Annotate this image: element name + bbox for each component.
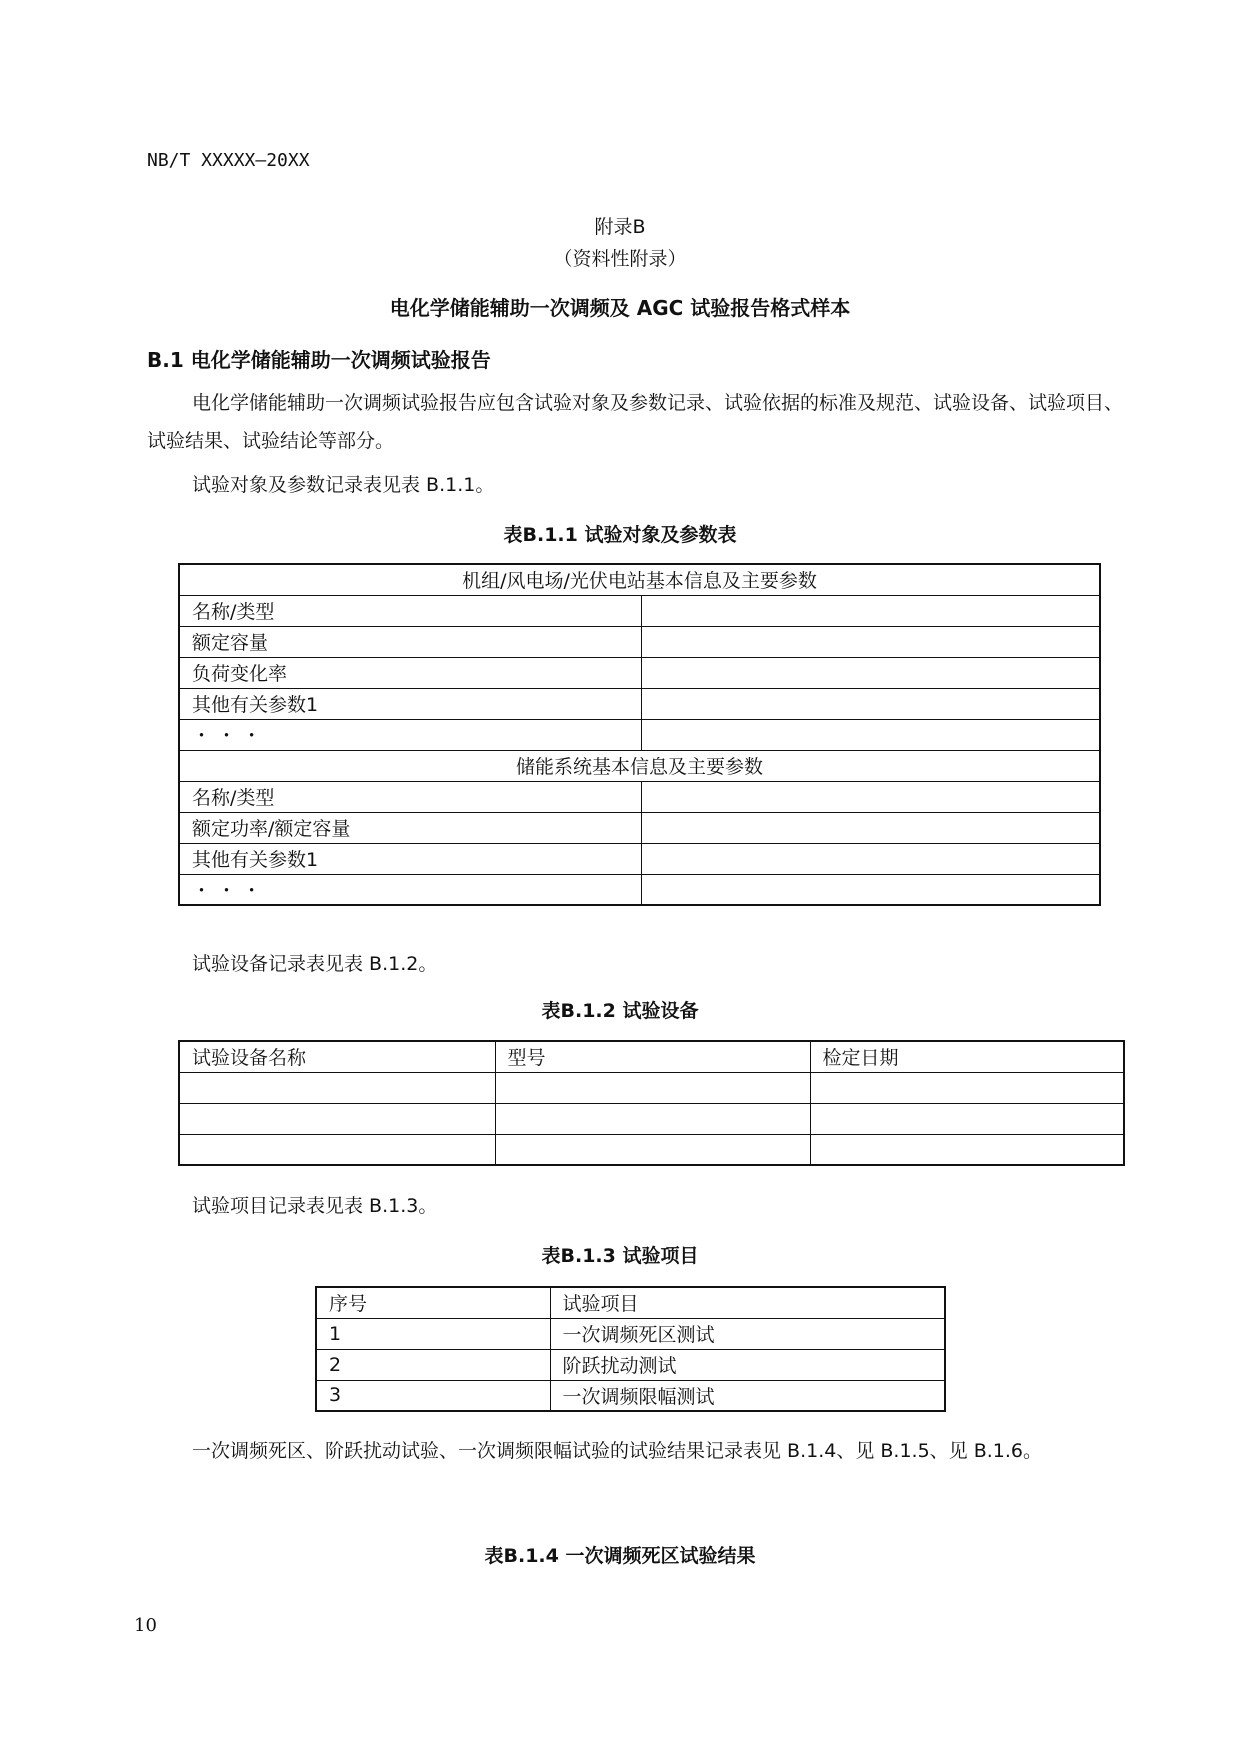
table-b13-item: 一次调频限幅测试 bbox=[550, 1380, 945, 1411]
table-b11-value bbox=[641, 688, 1100, 719]
table-b13-index: 3 bbox=[316, 1380, 550, 1411]
table-b12-header: 检定日期 bbox=[810, 1041, 1124, 1072]
table-b11-label: 其他有关参数1 bbox=[179, 843, 641, 874]
ref-table-b13: 试验项目记录表见表 B.1.3。 bbox=[192, 1195, 438, 1217]
table-b11-label: ・ ・ ・ bbox=[179, 719, 641, 750]
table-b11-label: 名称/类型 bbox=[179, 595, 641, 626]
table-b11-value bbox=[641, 812, 1100, 843]
table-b11-label: 额定功率/额定容量 bbox=[179, 812, 641, 843]
ref-table-b12: 试验设备记录表见表 B.1.2。 bbox=[192, 953, 438, 975]
table-b11-value bbox=[641, 595, 1100, 626]
table-b13-header: 试验项目 bbox=[550, 1287, 945, 1318]
table-b12-cell bbox=[810, 1072, 1124, 1103]
section-heading: B.1 电化学储能辅助一次调频试验报告 bbox=[147, 348, 491, 372]
table-b11-value bbox=[641, 781, 1100, 812]
table-b11-value bbox=[641, 657, 1100, 688]
table-b12-cell bbox=[495, 1072, 810, 1103]
table-b12-cell bbox=[495, 1103, 810, 1134]
table-b11-label: 负荷变化率 bbox=[179, 657, 641, 688]
page-number: 10 bbox=[134, 1615, 157, 1636]
table-b11-value bbox=[641, 874, 1100, 905]
table-b12-cell bbox=[179, 1134, 495, 1165]
table-b12 bbox=[178, 1040, 1125, 1166]
intro-paragraph: 电化学储能辅助一次调频试验报告应包含试验对象及参数记录、试验依据的标准及规范、试验设备、试验项目、试验结果、试验结论等部分。 bbox=[147, 392, 1124, 452]
table-b12-cell bbox=[495, 1134, 810, 1165]
ref-table-b14: 一次调频死区、阶跃扰动试验、一次调频限幅试验的试验结果记录表见 B.1.4、见 B.1.5、见 B.1.6。 bbox=[192, 1440, 1042, 1462]
table-b13-caption: 表B.1.3 试验项目 bbox=[541, 1245, 699, 1267]
table-b12-cell bbox=[810, 1134, 1124, 1165]
table-b11-group2-title: 储能系统基本信息及主要参数 bbox=[179, 750, 1100, 781]
table-b12-cell bbox=[810, 1103, 1124, 1134]
table-b13-index: 1 bbox=[316, 1318, 550, 1349]
table-b12-cell bbox=[179, 1072, 495, 1103]
table-b11 bbox=[178, 563, 1101, 906]
table-b14-caption: 表B.1.4 一次调频死区试验结果 bbox=[484, 1545, 756, 1567]
table-b13-index: 2 bbox=[316, 1349, 550, 1380]
table-b11-value bbox=[641, 626, 1100, 657]
appendix-title: 电化学储能辅助一次调频及 AGC 试验报告格式样本 bbox=[389, 296, 851, 320]
table-b13-header: 序号 bbox=[316, 1287, 550, 1318]
table-b12-caption: 表B.1.2 试验设备 bbox=[541, 1000, 699, 1022]
table-b11-label: ・ ・ ・ bbox=[179, 874, 641, 905]
table-b12-header: 型号 bbox=[495, 1041, 810, 1072]
table-b11-caption: 表B.1.1 试验对象及参数表 bbox=[503, 524, 737, 546]
appendix-note: （资料性附录） bbox=[553, 248, 687, 270]
document-code-header: NB/T XXXXX—20XX bbox=[147, 150, 310, 171]
table-b13-item: 阶跃扰动测试 bbox=[550, 1349, 945, 1380]
table-b11-group1-title: 机组/风电场/光伏电站基本信息及主要参数 bbox=[179, 564, 1100, 595]
table-b11-label: 名称/类型 bbox=[179, 781, 641, 812]
appendix-label: 附录B bbox=[594, 216, 646, 238]
table-b11-label: 其他有关参数1 bbox=[179, 688, 641, 719]
table-b13-item: 一次调频死区测试 bbox=[550, 1318, 945, 1349]
table-b13 bbox=[315, 1286, 946, 1412]
table-b12-header: 试验设备名称 bbox=[179, 1041, 495, 1072]
table-b11-value bbox=[641, 719, 1100, 750]
table-b12-cell bbox=[179, 1103, 495, 1134]
table-b11-label: 额定容量 bbox=[179, 626, 641, 657]
ref-table-b11: 试验对象及参数记录表见表 B.1.1。 bbox=[192, 474, 495, 496]
table-b11-value bbox=[641, 843, 1100, 874]
